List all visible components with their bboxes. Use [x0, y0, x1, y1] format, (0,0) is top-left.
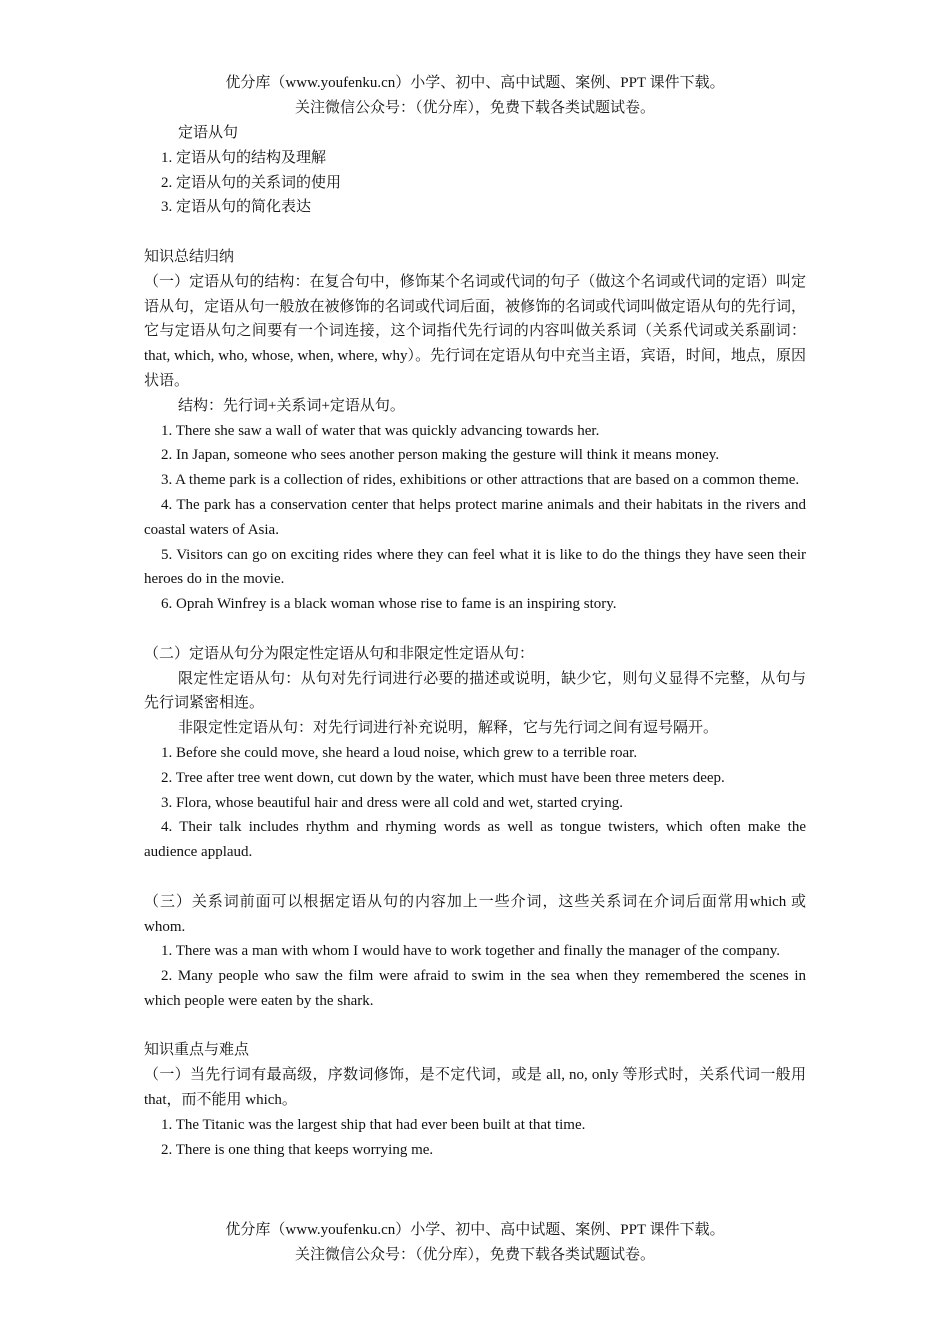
section-heading: 知识总结归纳: [144, 248, 235, 265]
example-sentence: 2. Tree after tree went down, cut down by the water, which must have been three meters deep.: [161, 769, 725, 786]
example-sentence: 6. Oprah Winfrey is a black woman whose rise to fame is an inspiring story.: [161, 596, 617, 613]
part-intro: （三）关系词前面可以根据定语从句的内容加上一些介词，这些关系词在介词后面常用which 或 whom.: [144, 893, 806, 935]
spacer: [144, 1014, 806, 1039]
header-line-1: 优分库（www.youfenku.cn）小学、初中、高中试题、案例、PPT 课件下载。: [225, 75, 725, 91]
example-sentence: 3. A theme park is a collection of rides, exhibitions or other attractions that are based on a common theme.: [161, 472, 800, 489]
document-title: 定语从句: [178, 125, 239, 141]
part-intro: （一）当先行词有最高级，序数词修饰，是不定代词，或是 all, no, only 等形式时，关系代词一般用 that，而不能用 which。: [144, 1067, 806, 1109]
example-sentence: 1. There was a man with whom I would have to work together and finally the manager of the company.: [161, 943, 780, 960]
example-sentence: 5. Visitors can go on exciting rides where they can feel what it is like to do the things they have seen their heroes do in the movie.: [144, 546, 806, 588]
restrictive-definition: 限定性定语从句：从句对先行词进行必要的描述或说明，缺少它，则句义显得不完整，从句与先行词紧密相连。: [144, 670, 806, 712]
spacer: [144, 865, 806, 890]
example-sentence: 1. Before she could move, she heard a loud noise, which grew to a terrible roar.: [161, 744, 638, 761]
example-sentence: 1. The Titanic was the largest ship that had ever been built at that time.: [161, 1116, 586, 1133]
spacer: [144, 220, 806, 245]
document-body: [144, 121, 806, 1162]
section-heading: 知识重点与难点: [144, 1042, 250, 1059]
example-sentence: 2. Many people who saw the film were afraid to swim in the sea when they remembered the scenes in which people were eaten by the shark.: [144, 968, 806, 1009]
part-intro: （一）定语从句的结构：在复合句中，修饰某个名词或代词的句子（做这个名词或代词的定语）叫定语从句，定语从句一般放在被修饰的名词或代词后面，被修饰的名词或代词叫做定语从句的先行词，它与定语从句之间要有一个词连接，这个词指代先行词的内容叫做关系词（关系代词或关系副词：that, which, who, whose, when, where, why）。先行词在定语从句中充当主语，宾语，时间，地点，原因状语。: [144, 273, 806, 389]
example-sentence: 2. In Japan, someone who sees another person making the gesture will think it means money.: [161, 447, 720, 464]
nonrestrictive-definition: 非限定性定语从句：对先行词进行补充说明，解释，它与先行词之间有逗号隔开。: [178, 720, 719, 737]
outline-item: 3. 定语从句的简化表达: [161, 199, 312, 216]
spacer: [144, 617, 806, 642]
example-sentence: 4. Their talk includes rhythm and rhyming words as well as tongue twisters, which often make the audience applaud.: [144, 819, 806, 861]
part-intro: （二）定语从句分为限定性定语从句和非限定性定语从句：: [144, 645, 535, 662]
example-sentence: 1. There she saw a wall of water that was quickly advancing towards her.: [161, 422, 600, 439]
example-sentence: 3. Flora, whose beautiful hair and dress were all cold and wet, started crying.: [161, 794, 623, 811]
header-line-2: 关注微信公众号：（优分库），免费下载各类试题试卷。: [294, 100, 655, 116]
structure-formula: 结构：先行词+关系词+定语从句。: [178, 397, 405, 414]
outline-item: 2. 定语从句的关系词的使用: [161, 174, 342, 191]
example-sentence: 2. There is one thing that keeps worrying me.: [161, 1141, 434, 1158]
footer-line-1: 优分库（www.youfenku.cn）小学、初中、高中试题、案例、PPT 课件下载。: [225, 1222, 725, 1238]
footer-line-2: 关注微信公众号：（优分库），免费下载各类试题试卷。: [294, 1247, 655, 1263]
outline-item: 1. 定语从句的结构及理解: [161, 149, 327, 166]
example-sentence: 4. The park has a conservation center that helps protect marine animals and their habitats in the rivers and coastal waters of Asia.: [144, 496, 806, 538]
